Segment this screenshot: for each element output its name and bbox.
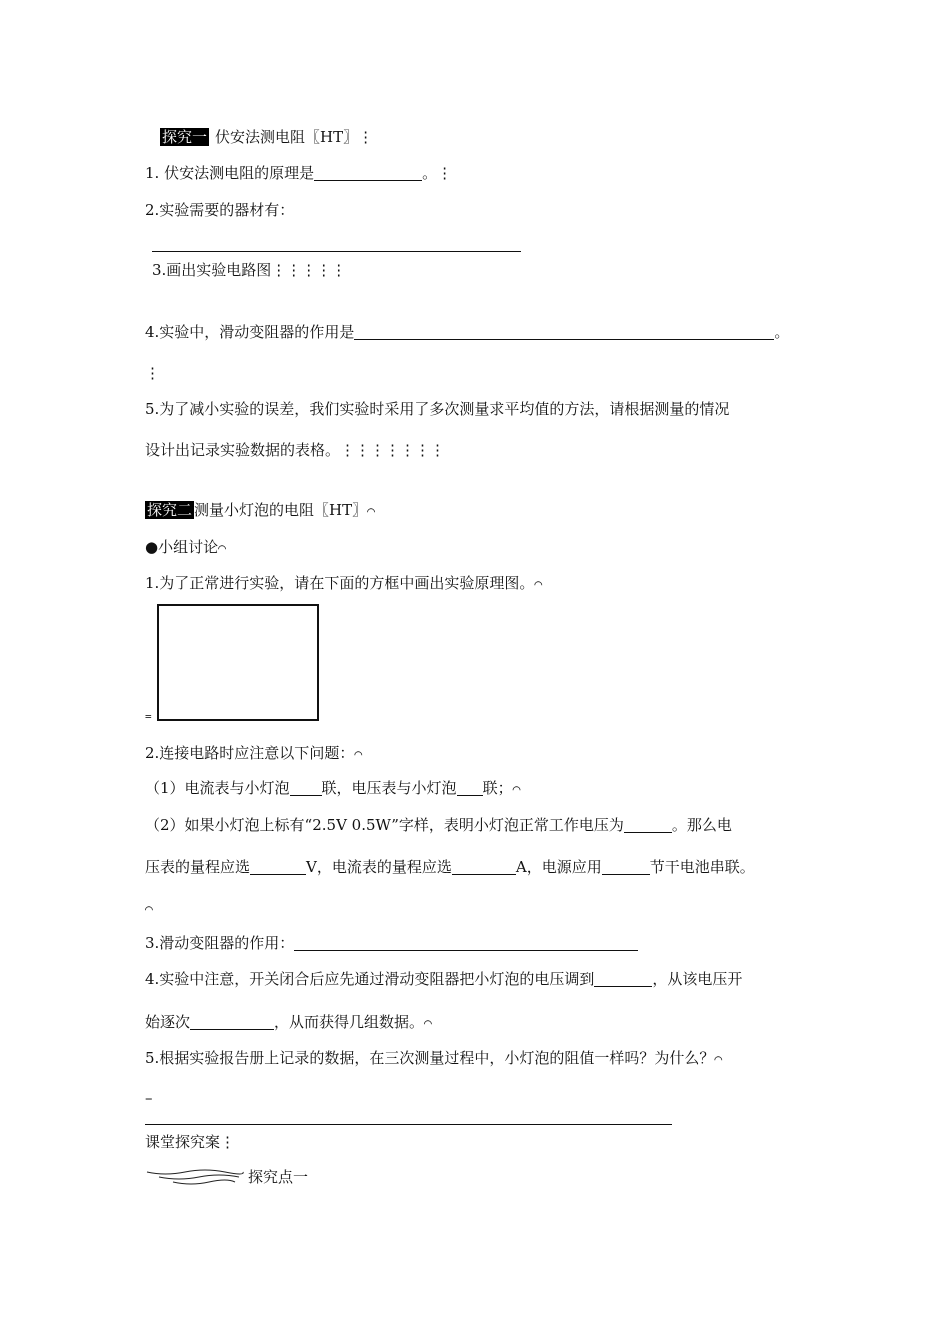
s1-q4-end: 。	[774, 323, 790, 341]
s2-q4-blank-1[interactable]	[594, 970, 652, 987]
s2-q5-answer-line[interactable]	[145, 1124, 672, 1125]
s2-q1-text: 1.为了正常进行实验，请在下面的方框中画出实验原理图。	[145, 574, 535, 592]
box-mark: =	[145, 710, 152, 723]
s2-q2-2-text-c: 压表的量程应选	[145, 858, 251, 876]
s2-question-3	[145, 933, 638, 953]
section1-heading	[160, 127, 373, 147]
s2-q2-1-text-b: 联，电压表与小灯泡	[321, 779, 457, 797]
s1-q1-text: 1. 伏安法测电阻的原理是	[145, 164, 315, 182]
s2-q2-1-blank-2[interactable]	[457, 779, 483, 796]
s1-question-1	[145, 163, 452, 183]
exploration-point-1: 探究点一	[248, 1168, 309, 1186]
s2-q2-2-mark: ⌒	[145, 902, 153, 917]
s2-q1-mark: ⌒	[534, 577, 543, 592]
s2-q5-dash: –	[145, 1089, 153, 1107]
s2-question-2-2-line1	[145, 815, 732, 835]
s2-q3-blank[interactable]	[294, 934, 638, 951]
s1-q4-blank[interactable]	[354, 323, 774, 340]
group-discussion	[145, 537, 226, 559]
s2-question-2-2-line2	[145, 857, 755, 877]
section2-tag: 探究二	[147, 501, 193, 519]
s2-q2-1-mark: ⌒	[512, 782, 521, 797]
s2-q5-mark: ⌒	[714, 1052, 723, 1067]
s2-q2-1-text-a: （1）电流表与小灯泡	[145, 779, 290, 797]
s2-q2-2-text-b: 。那么电	[671, 816, 732, 834]
s1-question-5-line2: 设计出记录实验数据的表格。⋮⋮⋮⋮⋮⋮⋮	[145, 441, 446, 459]
s2-q4-text-b: ，从该电压开	[652, 970, 743, 988]
section1-title: 伏安法测电阻〖HT〗⋮	[215, 128, 374, 146]
s2-q2-2-text-f: 节干电池串联。	[649, 858, 755, 876]
s2-q2-2-blank-a-range[interactable]	[452, 858, 516, 875]
s2-q2-2-blank-cells[interactable]	[602, 858, 650, 875]
s2-q4-blank-2[interactable]	[190, 1013, 274, 1030]
s2-q2-text: 2.连接电路时应注意以下问题：	[145, 744, 355, 762]
s1-question-5-line1: 5.为了减小实验的误差，我们实验时采用了多次测量求平均值的方法，请根据测量的情况	[145, 400, 730, 418]
s2-q2-2-blank-v-range[interactable]	[250, 858, 306, 875]
s1-question-4	[145, 322, 789, 342]
s2-q2-mark: ⌒	[354, 747, 363, 762]
s2-q4-mark: ⌒	[424, 1016, 432, 1031]
s2-question-2	[145, 743, 362, 765]
circuit-drawing-box[interactable]	[157, 604, 319, 721]
group-discussion-label: ●小组讨论	[145, 538, 219, 556]
s2-q4-text-a: 4.实验中注意，开关闭合后应先通过滑动变阻器把小灯泡的电压调到	[145, 970, 595, 988]
s1-q4-text: 4.实验中，滑动变阻器的作用是	[145, 323, 355, 341]
s2-question-4-line2	[145, 1012, 432, 1034]
s2-q2-2-text-a: （2）如果小灯泡上标有“2.5V 0.5W”字样，表明小灯泡正常工作电压为	[145, 816, 624, 834]
section2-heading	[145, 500, 375, 522]
s1-q2-answer-line[interactable]	[152, 251, 521, 252]
s2-question-4-line1	[145, 969, 742, 989]
s2-question-1	[145, 573, 542, 595]
wavy-underline-icon	[145, 1166, 245, 1186]
classroom-title: 课堂探究案⋮	[145, 1133, 236, 1151]
s1-q1-blank[interactable]	[314, 164, 422, 181]
s2-q4-text-d: ，从而获得几组数据。	[274, 1013, 425, 1031]
s2-question-5	[145, 1048, 722, 1070]
s2-q3-text: 3.滑动变阻器的作用：	[145, 934, 295, 952]
s2-q4-text-c: 始逐次	[145, 1013, 191, 1031]
s1-mark: ⋮	[145, 364, 160, 382]
s2-question-2-1	[145, 778, 520, 800]
s2-q2-2-text-e: A，电源应用	[515, 858, 602, 876]
s1-question-2: 2.实验需要的器材有：	[145, 201, 295, 219]
section2-mark: ⌒	[367, 504, 375, 519]
s2-q2-2-text-d: V，电流表的量程应选	[306, 858, 452, 876]
s2-q2-2-blank-voltage[interactable]	[624, 816, 672, 833]
s1-q1-end: 。⋮	[422, 164, 453, 182]
section1-tag: 探究一	[162, 128, 208, 146]
section2-title: 测量小灯泡的电阻〖HT〗	[194, 501, 368, 519]
discussion-mark: ⌒	[218, 541, 226, 556]
s2-q2-1-text-c: 联；	[482, 779, 513, 797]
s2-q5-text: 5.根据实验报告册上记录的数据，在三次测量过程中，小灯泡的阻值一样吗？为什么？	[145, 1049, 715, 1067]
s2-q2-1-blank-1[interactable]	[290, 779, 322, 796]
s1-question-3: 3.画出实验电路图⋮⋮⋮⋮⋮	[152, 261, 347, 279]
